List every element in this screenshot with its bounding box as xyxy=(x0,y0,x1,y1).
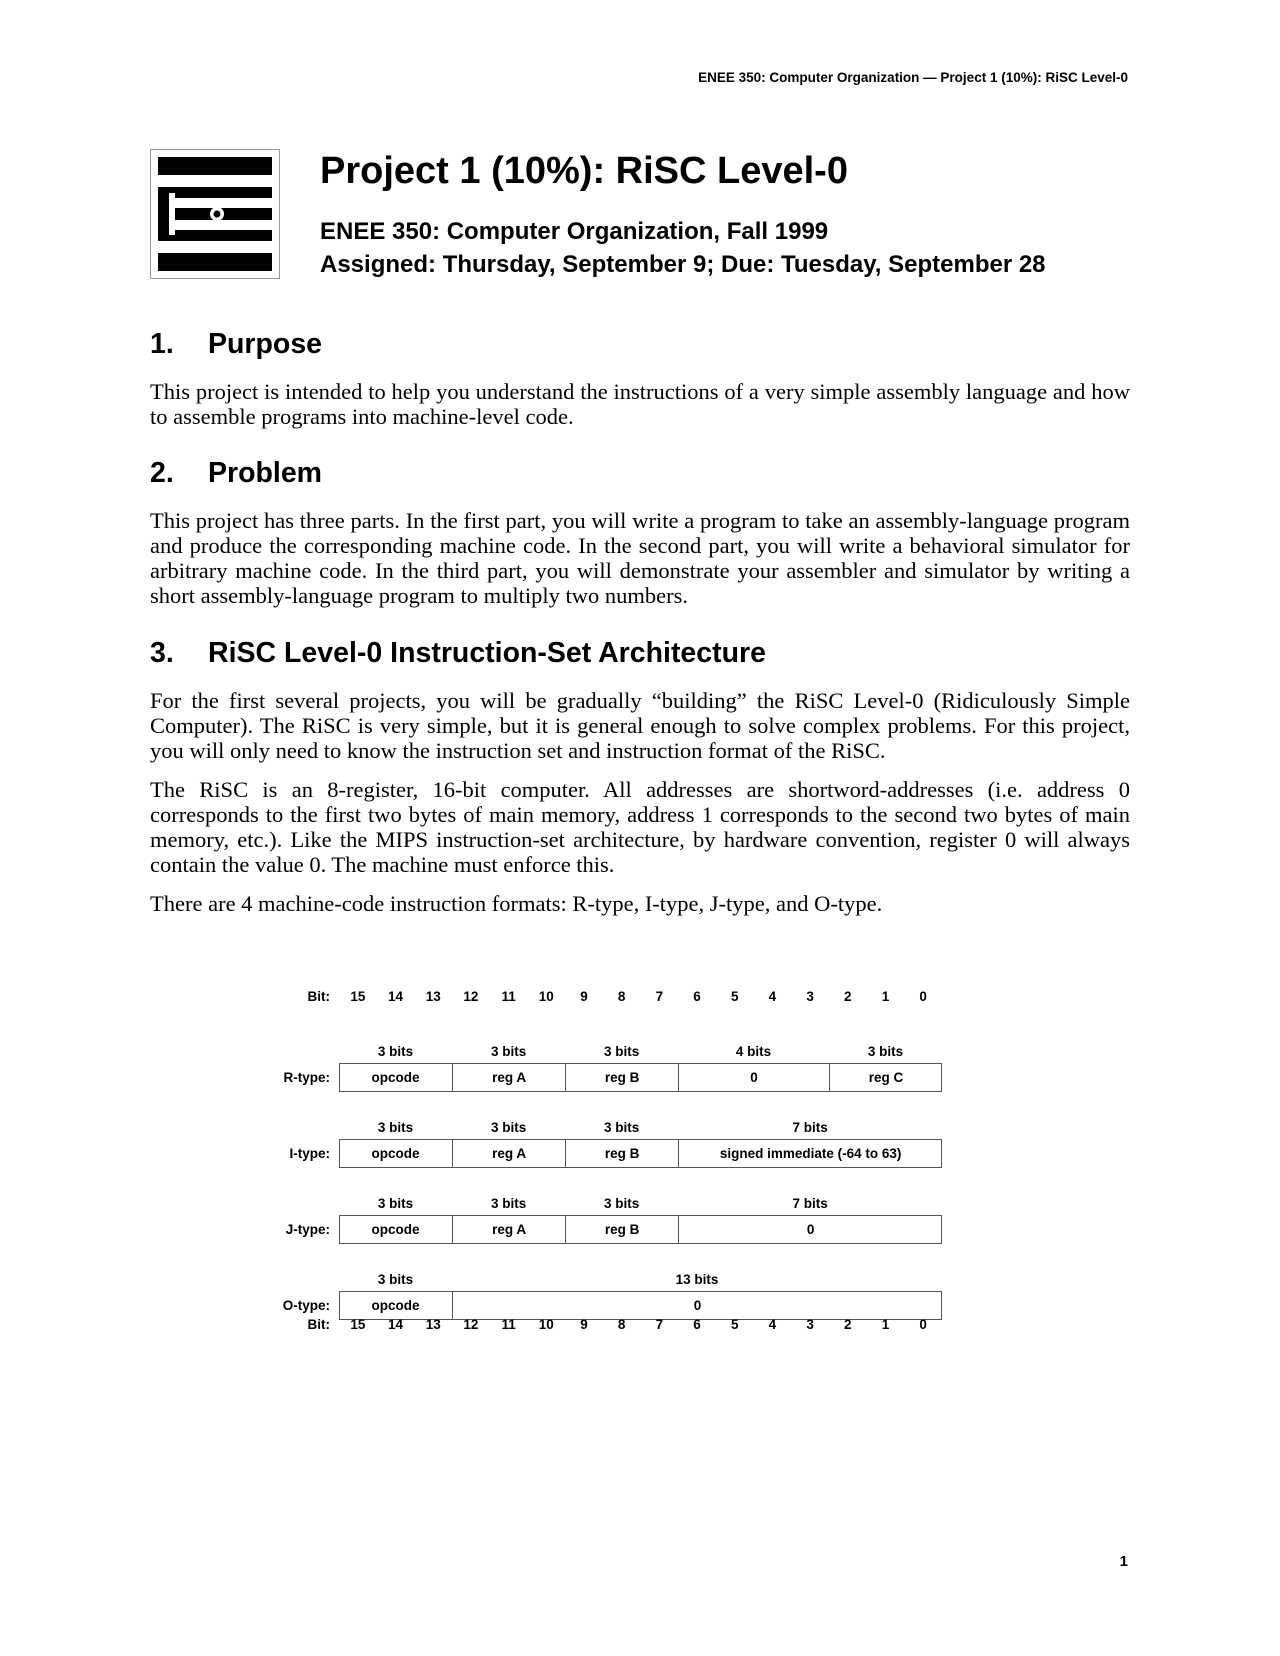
field-size-label: 3 bits xyxy=(377,1044,414,1059)
ee-logo-icon xyxy=(151,150,279,278)
bit-label: Bit: xyxy=(307,1317,330,1332)
field-size-label: 3 bits xyxy=(604,1120,640,1135)
bit-number: 14 xyxy=(388,989,404,1004)
bit-number: 2 xyxy=(844,1317,852,1332)
paragraph: There are 4 machine-code instruction formats: R-type, I-type, J-type, and O-type. xyxy=(150,891,883,916)
bit-number: 4 xyxy=(768,989,777,1004)
bit-number: 6 xyxy=(693,1317,701,1332)
field-size-label: 3 bits xyxy=(604,1044,640,1059)
bit-number: 7 xyxy=(655,1317,664,1332)
format-field: reg A xyxy=(452,1216,565,1243)
section-number: 1. xyxy=(150,328,174,360)
format-field: reg B xyxy=(565,1216,678,1243)
field-size-label: 3 bits xyxy=(377,1196,414,1211)
section-title: Purpose xyxy=(208,328,323,360)
running-head: ENEE 350: Computer Organization — Project 1 (10%): RiSC Level-0 xyxy=(698,70,1128,85)
bit-number: 7 xyxy=(655,989,664,1004)
dates-line: Assigned: Thursday, September 9; Due: Tuesday, September 28 xyxy=(320,251,1046,278)
section-heading xyxy=(150,328,322,361)
bit-number: 0 xyxy=(919,989,927,1004)
format-field: reg B xyxy=(565,1140,678,1167)
format-label: R-type: xyxy=(283,1070,330,1085)
field-size-label: 3 bits xyxy=(604,1196,640,1211)
field-size-label: 3 bits xyxy=(377,1272,414,1287)
section-number: 3. xyxy=(150,637,174,669)
bit-number: 15 xyxy=(350,1317,366,1332)
format-field: opcode xyxy=(371,1070,420,1085)
department-logo xyxy=(150,149,280,279)
bit-number: 13 xyxy=(425,1317,441,1332)
bit-number: 15 xyxy=(350,989,366,1004)
format-field: 0 xyxy=(452,1292,942,1319)
field-size-label: 13 bits xyxy=(675,1272,719,1287)
format-field-row xyxy=(339,1215,942,1244)
bit-number: 3 xyxy=(806,1317,814,1332)
format-field: signed immediate (-64 to 63) xyxy=(678,1140,942,1167)
bit-number: 5 xyxy=(730,989,739,1004)
section-number: 2. xyxy=(150,457,174,489)
format-field: opcode xyxy=(371,1222,420,1237)
course-line: ENEE 350: Computer Organization, Fall 1999 xyxy=(320,218,829,245)
format-label: I-type: xyxy=(289,1146,330,1161)
format-field: reg B xyxy=(565,1064,678,1091)
bit-number: 3 xyxy=(806,989,814,1004)
bit-number: 14 xyxy=(388,1317,404,1332)
bit-number: 12 xyxy=(463,989,479,1004)
field-size-label: 3 bits xyxy=(490,1196,527,1211)
format-field: 0 xyxy=(678,1216,942,1243)
bit-number: 1 xyxy=(881,989,890,1004)
format-field: opcode xyxy=(371,1146,420,1161)
format-label: O-type: xyxy=(282,1298,330,1313)
bit-number: 8 xyxy=(617,1317,626,1332)
format-field: opcode xyxy=(371,1298,420,1313)
bit-number: 8 xyxy=(617,989,626,1004)
bit-number: 12 xyxy=(463,1317,479,1332)
bit-number: 9 xyxy=(580,1317,588,1332)
field-size-label: 4 bits xyxy=(735,1044,772,1059)
format-field: reg A xyxy=(452,1140,565,1167)
bit-number: 13 xyxy=(425,989,441,1004)
bit-number: 11 xyxy=(501,1317,516,1332)
document-title: Project 1 (10%): RiSC Level-0 xyxy=(320,150,848,192)
bit-number: 10 xyxy=(538,1317,554,1332)
section-heading xyxy=(150,637,766,670)
format-field: reg C xyxy=(829,1064,942,1091)
paragraph: This project has three parts. In the first part, you will write a program to take an assembly-language program and produce the corresponding machine code. In the second part, you will write a behavioral simulator for arbitrary machine code. In the third part, you will demonstrate your assembler and simulator by writing a short assembly-language program to multiply two numbers. xyxy=(150,508,1130,608)
format-field-row xyxy=(339,1291,942,1320)
field-size-label: 3 bits xyxy=(490,1120,527,1135)
page-number: 1 xyxy=(1119,1553,1128,1570)
bit-label: Bit: xyxy=(307,989,330,1004)
paragraph: For the first several projects, you will be gradually “building” the RiSC Level-0 (Ridiculously Simple Computer). The RiSC is very simple, but it is general enough to solve complex problems. For this project, you will only need to know the instruction set and instruction format of the RiSC. xyxy=(150,688,1130,763)
bit-number: 4 xyxy=(768,1317,777,1332)
bit-number: 10 xyxy=(538,989,554,1004)
bit-number: 5 xyxy=(730,1317,739,1332)
section-title: RiSC Level-0 Instruction-Set Architecture xyxy=(208,637,766,669)
format-field-row xyxy=(339,1063,942,1092)
bit-number: 1 xyxy=(881,1317,890,1332)
bit-number: 11 xyxy=(501,989,516,1004)
bit-number: 6 xyxy=(693,989,701,1004)
field-size-label: 7 bits xyxy=(792,1196,828,1211)
bit-number: 0 xyxy=(919,1317,927,1332)
field-size-label: 3 bits xyxy=(377,1120,414,1135)
format-field: reg A xyxy=(452,1064,565,1091)
field-size-label: 3 bits xyxy=(490,1044,527,1059)
format-field-row xyxy=(339,1139,942,1168)
format-field: 0 xyxy=(678,1064,829,1091)
bit-number: 9 xyxy=(580,989,588,1004)
field-size-label: 3 bits xyxy=(867,1044,904,1059)
format-label: J-type: xyxy=(285,1222,330,1237)
section-title: Problem xyxy=(208,457,323,489)
field-size-label: 7 bits xyxy=(792,1120,828,1135)
paragraph: The RiSC is an 8-register, 16-bit computer. All addresses are shortword-addresses (i.e. address 0 corresponds to the first two bytes of main memory, address 1 corresponds to the second two bytes of main memory, etc.). Like the MIPS instruction-set architecture, by hardware convention, register 0 will always contain the value 0. The machine must enforce this. xyxy=(150,777,1130,877)
bit-number: 2 xyxy=(844,989,852,1004)
paragraph: This project is intended to help you understand the instructions of a very simple assembly language and how to assemble programs into machine-level code. xyxy=(150,379,1130,429)
section-heading xyxy=(150,457,322,490)
